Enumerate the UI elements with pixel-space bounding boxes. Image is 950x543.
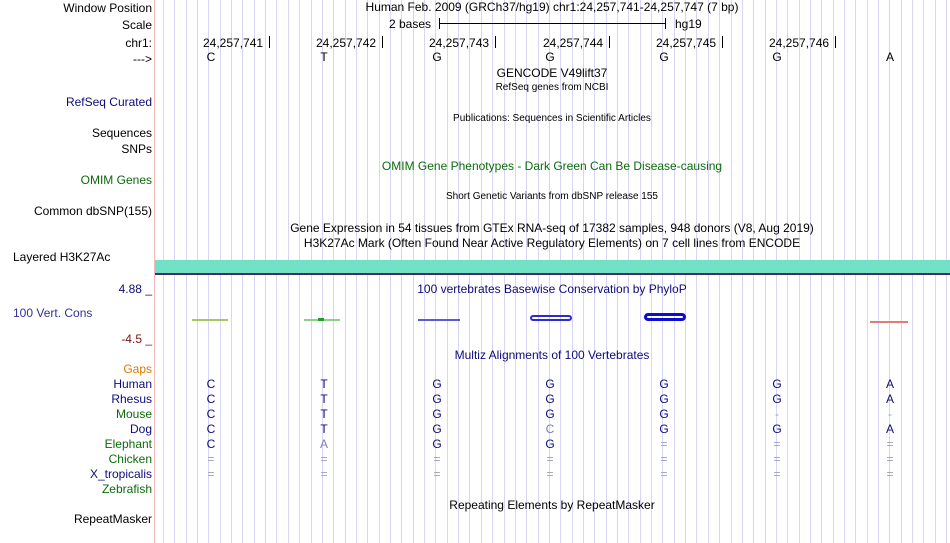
alignment-base: =: [886, 452, 894, 466]
species-zebrafish-label: Zebrafish: [101, 482, 152, 496]
phylop-mark: [644, 313, 686, 321]
ref-base: C: [206, 50, 216, 64]
phylop-mark: [318, 318, 324, 321]
track-area[interactable]: [155, 0, 950, 543]
alignment-base: C: [206, 407, 216, 421]
h3k27ac-title[interactable]: H3K27Ac Mark (Often Found Near Active Regulatory Elements) on 7 cell lines from ENCODE: [303, 236, 801, 250]
alignment-base: =: [433, 452, 441, 466]
alignment-base: =: [207, 452, 215, 466]
ref-base: G: [545, 50, 555, 64]
alignment-base: -: [888, 407, 892, 421]
alignment-base: G: [659, 422, 669, 436]
ref-base: G: [772, 50, 782, 64]
ref-base: A: [885, 50, 895, 64]
alignment-base: =: [773, 467, 781, 481]
ruler-tick-4: [609, 36, 610, 48]
species-dog-label: Dog: [129, 422, 152, 436]
scale-bar-left-end: [439, 18, 440, 29]
alignment-base: =: [660, 452, 668, 466]
alignment-base: C: [206, 437, 216, 451]
cons-label[interactable]: 100 Vert. Cons: [13, 306, 93, 320]
multiz-title[interactable]: Multiz Alignments of 100 Vertebrates: [454, 348, 650, 362]
phylop-mark: [530, 315, 572, 321]
scale-text: 2 bases: [389, 17, 432, 31]
species-human-label: Human: [113, 377, 152, 391]
alignment-base: G: [772, 422, 782, 436]
alignment-base: A: [885, 392, 895, 406]
alignment-base: G: [772, 377, 782, 391]
ref-base: T: [320, 50, 328, 64]
repeatmasker-title[interactable]: Repeating Elements by RepeatMasker: [449, 498, 655, 512]
species-rhesus-label: Rhesus: [111, 392, 152, 406]
alignment-base: =: [546, 452, 554, 466]
scale-label: Scale: [121, 18, 152, 32]
window-position-label: Window Position: [63, 1, 152, 15]
phylop-max-label: 4.88 _: [118, 282, 152, 296]
ruler-pos-5: 24,257,745: [656, 36, 717, 50]
gaps-label: Gaps: [123, 362, 152, 376]
alignment-base: G: [432, 377, 442, 391]
alignment-base: G: [432, 422, 442, 436]
alignment-base: C: [206, 422, 216, 436]
dbsnp-label[interactable]: Common dbSNP(155): [33, 204, 152, 218]
species-elephant-label: Elephant: [104, 437, 152, 451]
ruler-tick-5: [722, 36, 723, 48]
alignment-base: T: [320, 377, 328, 391]
ruler-pos-1: 24,257,741: [203, 36, 264, 50]
alignment-base: G: [432, 437, 442, 451]
ruler-tick-1: [269, 36, 270, 48]
alignment-base: G: [659, 407, 669, 421]
alignment-base: =: [433, 467, 441, 481]
ruler-tick-6: [835, 36, 836, 48]
alignment-base: C: [206, 392, 216, 406]
phylop-mark: [418, 319, 460, 321]
alignment-base: G: [545, 407, 555, 421]
gencode-title[interactable]: GENCODE V49lift37: [496, 66, 608, 80]
ruler-pos-3: 24,257,743: [429, 36, 490, 50]
publications-title[interactable]: Publications: Sequences in Scientific Articles: [453, 113, 651, 124]
alignment-base: G: [432, 407, 442, 421]
window-position-text: Human Feb. 2009 (GRCh37/hg19) chr1:24,257,741-24,257,747 (7 bp): [365, 0, 739, 14]
h3k27ac-label[interactable]: Layered H3K27Ac: [13, 250, 111, 264]
alignment-base: T: [320, 407, 328, 421]
ruler-tick-2: [382, 36, 383, 48]
repeatmasker-label[interactable]: RepeatMasker: [73, 512, 152, 526]
alignment-base: G: [772, 392, 782, 406]
ruler-pos-6: 24,257,746: [769, 36, 830, 50]
gtex-title[interactable]: Gene Expression in 54 tissues from GTEx RNA-seq of 17382 samples, 948 donors (V8, Aug 2019): [290, 221, 814, 235]
phylop-title[interactable]: 100 vertebrates Basewise Conservation by PhyloP: [417, 282, 687, 296]
alignment-base: =: [660, 437, 668, 451]
scale-bar: [439, 23, 666, 24]
chr-label: chr1:: [125, 36, 152, 50]
assembly-label: hg19: [675, 17, 702, 31]
alignment-base: G: [545, 437, 555, 451]
alignment-base: G: [659, 392, 669, 406]
alignment-base: =: [886, 467, 894, 481]
alignment-base: =: [320, 452, 328, 466]
ruler-pos-4: 24,257,744: [543, 36, 604, 50]
phylop-mark: [192, 319, 228, 321]
alignment-base: =: [773, 452, 781, 466]
refseq-label[interactable]: RefSeq Curated: [65, 95, 152, 109]
alignment-base: C: [545, 422, 555, 436]
sequences-label[interactable]: Sequences: [91, 126, 152, 140]
ref-base: G: [432, 50, 442, 64]
dbsnp-title[interactable]: Short Genetic Variants from dbSNP release 155: [446, 191, 658, 202]
phylop-mark: [870, 321, 908, 323]
alignment-base: G: [432, 392, 442, 406]
omim-label[interactable]: OMIM Genes: [80, 173, 152, 187]
h3k27ac-signal-bar: [155, 260, 950, 273]
snps-label[interactable]: SNPs: [121, 142, 152, 156]
h3k27ac-baseline: [155, 273, 950, 275]
alignment-base: A: [885, 377, 895, 391]
alignment-base: A: [885, 422, 895, 436]
species-mouse-label: Mouse: [115, 407, 152, 421]
refseq-subtitle: RefSeq genes from NCBI: [495, 82, 609, 93]
species-chicken-label: Chicken: [108, 452, 152, 466]
phylop-min-label: -4.5 _: [121, 332, 152, 346]
track-labels: [0, 0, 154, 543]
alignment-base: C: [206, 377, 216, 391]
alignment-base: =: [207, 467, 215, 481]
alignment-base: A: [319, 437, 329, 451]
alignment-base: G: [659, 377, 669, 391]
alignment-base: =: [660, 467, 668, 481]
ruler-pos-2: 24,257,742: [316, 36, 377, 50]
ref-base: G: [659, 50, 669, 64]
alignment-base: G: [545, 377, 555, 391]
alignment-base: =: [886, 437, 894, 451]
species-xtropicalis-label: X_tropicalis: [89, 467, 152, 481]
scale-bar-right-end: [665, 18, 666, 29]
strand-label: --->: [133, 52, 152, 66]
alignment-base: -: [775, 407, 779, 421]
ruler-tick-3: [495, 36, 496, 48]
omim-title[interactable]: OMIM Gene Phenotypes - Dark Green Can Be Disease-causing: [381, 159, 723, 173]
alignment-base: =: [546, 467, 554, 481]
alignment-base: =: [773, 437, 781, 451]
alignment-base: T: [320, 392, 328, 406]
alignment-base: T: [320, 422, 328, 436]
alignment-base: =: [320, 467, 328, 481]
alignment-base: G: [545, 392, 555, 406]
